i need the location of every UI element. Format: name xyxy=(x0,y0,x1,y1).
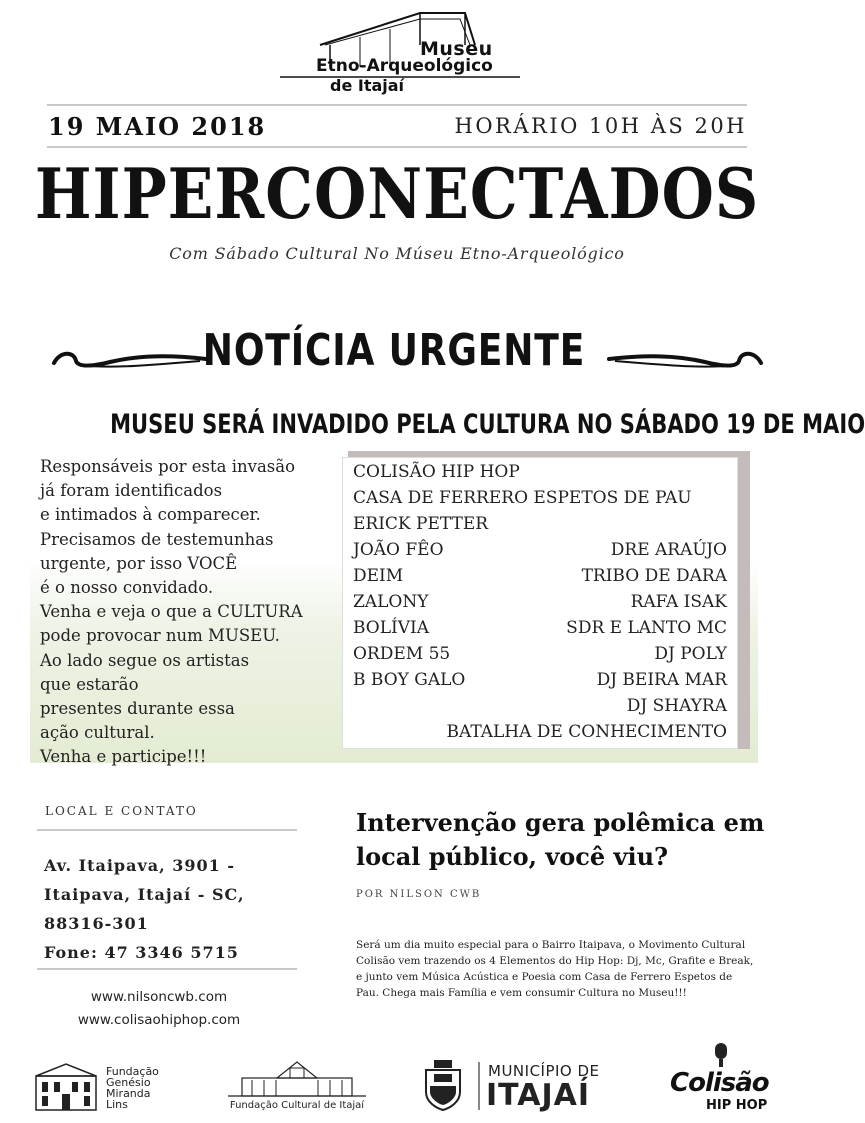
artist-row xyxy=(353,592,727,612)
contact-divider-bottom xyxy=(37,968,297,970)
address-line: 88316-301 xyxy=(44,914,149,933)
fci-building-icon xyxy=(222,1058,372,1100)
itajai-coat-of-arms-icon xyxy=(420,1058,466,1112)
artists-list xyxy=(342,457,738,749)
municipio-line2: ITAJAÍ xyxy=(486,1078,591,1113)
logo-line-etno: Etno-Arqueológico xyxy=(316,56,493,76)
para-line: Venha e veja o que a CULTURA xyxy=(40,602,303,622)
website-link-colisao[interactable]: www.colisaohiphop.com xyxy=(77,1012,241,1028)
fci-label: Fundação Cultural de Itajaí xyxy=(229,1100,365,1111)
logo-line-museu: Museu xyxy=(420,38,493,60)
para-line: é o nosso convidado. xyxy=(40,578,214,598)
banner-subheadline: MUSEU SERÁ INVADIDO PELA CULTURA NO SÁBADO 19 DE MAIO xyxy=(110,409,865,440)
banner-paragraph xyxy=(40,455,340,770)
divider-top xyxy=(47,104,747,106)
contact-divider-top xyxy=(37,829,297,831)
artist-left: DEIM xyxy=(353,566,404,586)
news-banner xyxy=(30,311,865,767)
fgml-line: Genésio xyxy=(106,1076,151,1089)
event-hours: HORÁRIO 10H ÀS 20H xyxy=(454,114,747,138)
logo-municipio-itajai xyxy=(420,1058,630,1114)
para-line: Ao lado segue os artistas xyxy=(40,650,250,670)
artist-right: DJ SHAYRA xyxy=(626,696,727,716)
page-title: HIPERCONECTADOS xyxy=(34,154,760,236)
divider-bottom xyxy=(47,146,747,148)
article-byline: POR NILSON CWB xyxy=(356,889,482,900)
event-date: 19 MAIO 2018 xyxy=(48,112,267,141)
address-line: Av. Itaipava, 3901 - xyxy=(44,856,236,875)
artist-right: DJ POLY xyxy=(654,644,727,664)
logo-fci xyxy=(222,1058,372,1116)
website-link-nilson[interactable]: www.nilsoncwb.com xyxy=(90,989,228,1005)
municipio-line1: MUNICÍPIO DE xyxy=(488,1062,600,1080)
artist-left: BOLÍVIA xyxy=(353,618,430,638)
contact-label: LOCAL E CONTATO xyxy=(45,804,198,818)
page-subtitle: Com Sábado Cultural No Múseu Etno-Arqueológico xyxy=(169,244,625,263)
artist-row xyxy=(353,644,727,664)
artist-row xyxy=(353,618,727,638)
para-line: ação cultural. xyxy=(40,723,155,743)
para-line: Responsáveis por esta invasão xyxy=(40,457,296,476)
artist-left: ZALONY xyxy=(353,592,429,612)
fgml-line: Lins xyxy=(106,1098,128,1111)
fgml-building-icon xyxy=(32,1062,100,1114)
artist-right: RAFA ISAK xyxy=(630,592,727,612)
artist-right: DJ BEIRA MAR xyxy=(596,670,727,690)
artist-left: COLISÃO HIP HOP xyxy=(353,462,520,482)
phone-line: Fone: 47 3346 5715 xyxy=(44,943,239,962)
artist-right: DRE ARAÚJO xyxy=(610,540,727,560)
logo-colisao xyxy=(668,1042,772,1116)
municipio-divider xyxy=(478,1062,480,1110)
swirl-right-icon xyxy=(605,347,765,373)
para-line: e intimados à comparecer. xyxy=(40,505,261,525)
article-title: Intervenção gera polêmica em local público, você viu? xyxy=(356,808,765,871)
article-body: Será um dia muito especial para o Bairro Itaipava, o Movimento Cultural Colisão vem trazendo os 4 Elementos do Hip Hop: Dj, Mc, Grafite e Break, e junto vem Música Acústica e Poesia com Casa de Ferrero Espetos de Pau. Chega mais Família e vem consumir Cultura no Museu!!! xyxy=(356,939,754,999)
artist-row xyxy=(353,540,727,560)
artist-right: BATALHA DE CONHECIMENTO xyxy=(446,722,727,742)
artist-row xyxy=(353,566,727,586)
artist-left: JOÃO FÊO xyxy=(353,540,444,560)
para-line: urgente, por isso VOCÊ xyxy=(40,553,238,573)
artist-right: SDR E LANTO MC xyxy=(566,618,727,638)
artist-left: ORDEM 55 xyxy=(353,644,451,664)
fgml-line: Fundação xyxy=(106,1065,159,1078)
fgml-line: Miranda xyxy=(106,1087,151,1100)
artist-right: TRIBO DE DARA xyxy=(581,566,727,586)
logo-line-itajai: de Itajaí xyxy=(330,76,405,95)
colisao-line2: HIP HOP xyxy=(706,1098,768,1113)
logo-fgml xyxy=(32,1060,172,1116)
artist-row xyxy=(353,488,727,508)
artist-row xyxy=(353,696,727,716)
para-line: pode provocar num MUSEU. xyxy=(40,626,280,646)
artist-row xyxy=(353,462,727,482)
para-line: já foram identificados xyxy=(40,481,223,501)
artist-left: ERICK PETTER xyxy=(353,514,489,534)
para-line: Precisamos de testemunhas xyxy=(40,529,274,549)
banner-headline: NOTÍCIA URGENTE xyxy=(202,325,586,376)
para-line: presentes durante essa xyxy=(40,699,235,719)
artist-left: B BOY GALO xyxy=(353,670,466,690)
contact-address xyxy=(44,851,304,967)
microphone-icon xyxy=(704,1042,738,1068)
address-line: Itaipava, Itajaí - SC, xyxy=(44,885,245,904)
artist-row xyxy=(353,670,727,690)
para-line: Venha e participe!!! xyxy=(40,747,207,767)
artist-left: CASA DE FERRERO ESPETOS DE PAU xyxy=(353,488,692,508)
artist-row xyxy=(353,514,727,534)
artist-row xyxy=(353,722,727,742)
para-line: que estarão xyxy=(40,674,139,694)
colisao-line1: Colisão xyxy=(670,1068,769,1098)
